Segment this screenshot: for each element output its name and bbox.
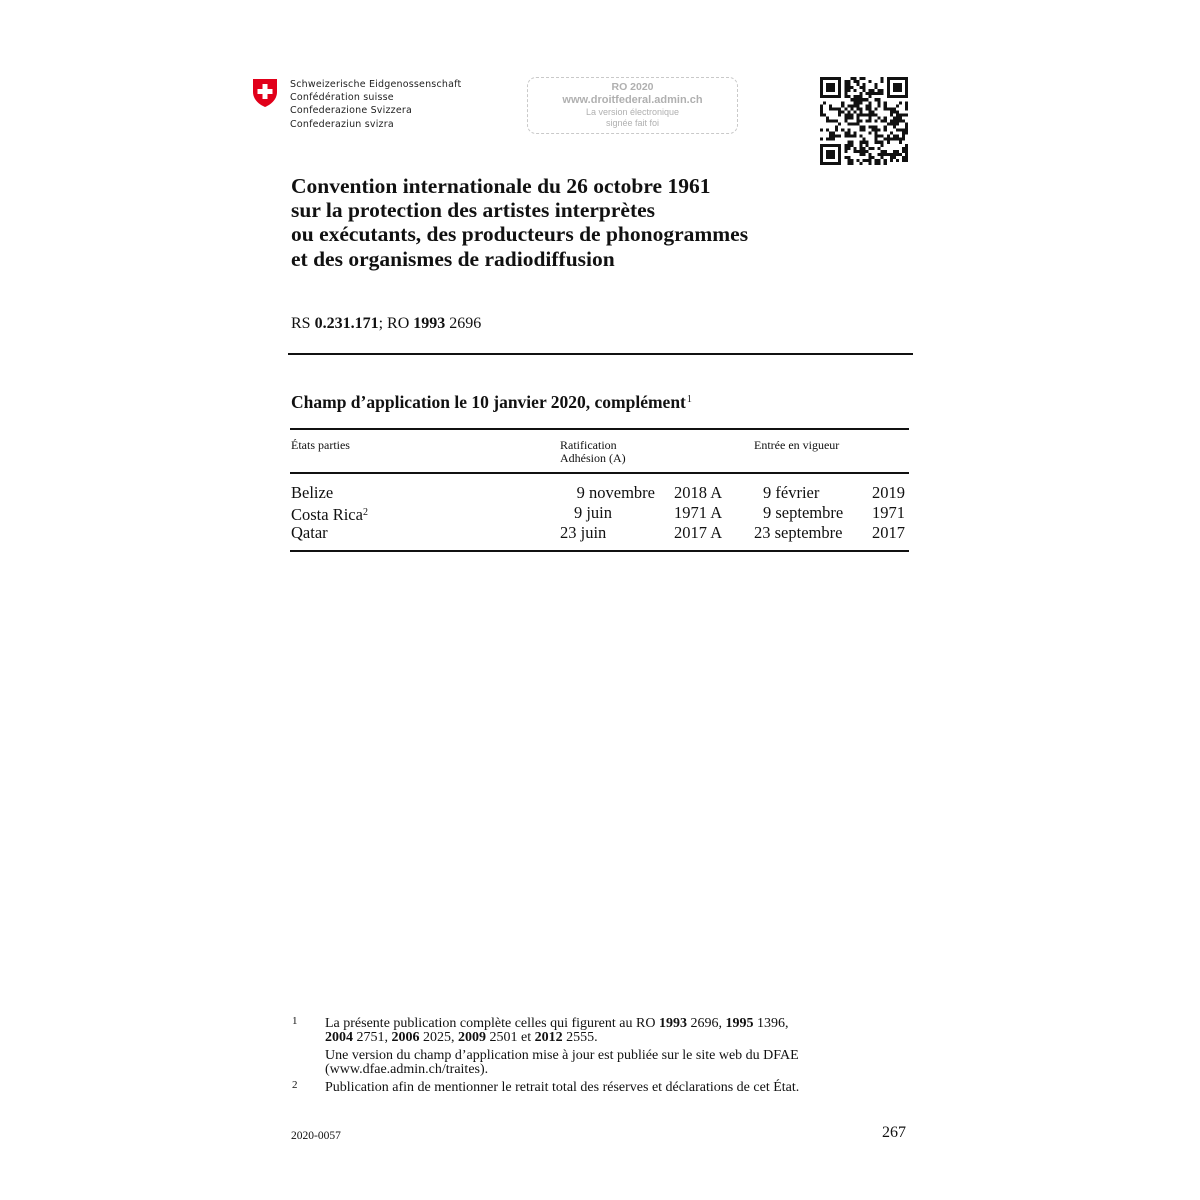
electronic-version-stamp [527,77,738,134]
section-divider [288,353,913,355]
table-cell-entry-date: 23 septembre [754,523,843,542]
header-ratification [560,439,626,465]
government-line: Confédération suisse [290,92,394,104]
government-line: Confederazione Svizzera [290,105,413,117]
government-line: Schweizerische Eidgenossenschaft [290,79,462,90]
fn-year: 2012 [534,1030,563,1045]
scope-heading [291,392,692,413]
header-entry: Entrée en vigueur [754,438,840,452]
reference-line [291,315,481,333]
table-cell-entry-date: 9 février [763,483,820,502]
qr-code-icon [820,77,908,165]
swiss-cross-shield-icon [252,78,278,108]
table-bottom-rule [290,550,909,552]
page-number: 267 [882,1124,906,1141]
government-line: Confederaziun svizra [290,118,394,130]
footnote-number: 2 [292,1079,298,1091]
table-cell-state [291,503,368,525]
ro-page: 2696 [449,315,482,332]
ref-separator: ; [378,315,384,332]
table-cell-ratif-date: 9 novembre [576,483,655,502]
fn-text: 2696, [686,1016,726,1031]
table-cell-entry-date: 9 septembre [763,503,844,522]
fn-year: 1993 [658,1016,687,1031]
title-line: ou exécutants, des producteurs de phonogrammes [291,222,749,247]
footnote-ref: 1 [686,394,692,405]
footnote-number: 1 [292,1015,298,1027]
government-name-block [290,78,461,131]
title-line: sur la protection des artistes interprètes [291,198,656,223]
header-states: États parties [291,438,350,452]
footnote-line: Publication afin de mentionner le retrait total des réserves et déclarations de cet État. [325,1080,800,1095]
fn-year: 2004 [325,1030,353,1045]
footnote-2 [325,1081,799,1095]
footnote-ref: 2 [362,507,368,518]
fn-text: 2501 et [486,1030,535,1045]
table-cell-entry-year: 1971 [872,503,905,522]
table-cell-state: Qatar [291,523,328,542]
title-line: Convention internationale du 26 octobre 1961 [291,174,711,198]
title-line: et des organismes de radiodiffusion [291,246,615,271]
footnote-1 [325,1017,799,1077]
fn-year: 2009 [458,1030,486,1045]
table-cell-ratif-year: 1971 A [674,503,723,522]
header-ratification-line: Adhésion (A) [560,451,626,465]
ro-year: 1993 [413,315,446,332]
rs-number: 0.231.171 [314,315,379,332]
footnote-line [325,1017,799,1031]
stamp-note: signée fait foi [605,118,660,128]
table-cell-entry-year: 2017 [872,523,905,542]
fn-text: 1396, [753,1016,789,1031]
footnote-line: (www.dfae.admin.ch/traites). [325,1062,489,1077]
table-header-rule [290,472,909,474]
fn-text: La présente publication complète celles qui figurent au RO [325,1016,659,1031]
table-cell-state: Belize [291,483,334,502]
fn-text: 2025, [419,1030,458,1045]
footnote-line: Une version du champ d’application mise à jour est publiée sur le site web du DFAE [325,1048,799,1063]
document-number: 2020-0057 [291,1130,341,1142]
table-cell-ratif-date: 23 juin [560,523,607,542]
table-cell-ratif-year: 2017 A [674,523,723,542]
table-top-rule [290,428,909,430]
footnote-line [325,1031,799,1045]
header-ratification-line: Ratification [560,438,617,452]
table-cell-ratif-year: 2018 A [674,483,723,502]
stamp-note: La version électronique [585,107,680,117]
document-title [291,174,748,271]
fn-year: 2006 [391,1030,420,1045]
state-name: Costa Rica [291,505,363,524]
stamp-url: www.droitfederal.admin.ch [562,94,703,106]
fn-text: 2751, [353,1030,392,1045]
rs-label: RS [291,315,311,332]
fn-year: 1995 [725,1016,754,1031]
ro-label: RO [387,315,410,332]
scope-heading-text: Champ d’application le 10 janvier 2020, complément [291,392,686,412]
stamp-ro: RO 2020 [611,81,654,93]
table-cell-entry-year: 2019 [872,483,905,502]
table-cell-ratif-date: 9 juin [573,503,612,522]
fn-text: 2555. [562,1030,598,1045]
